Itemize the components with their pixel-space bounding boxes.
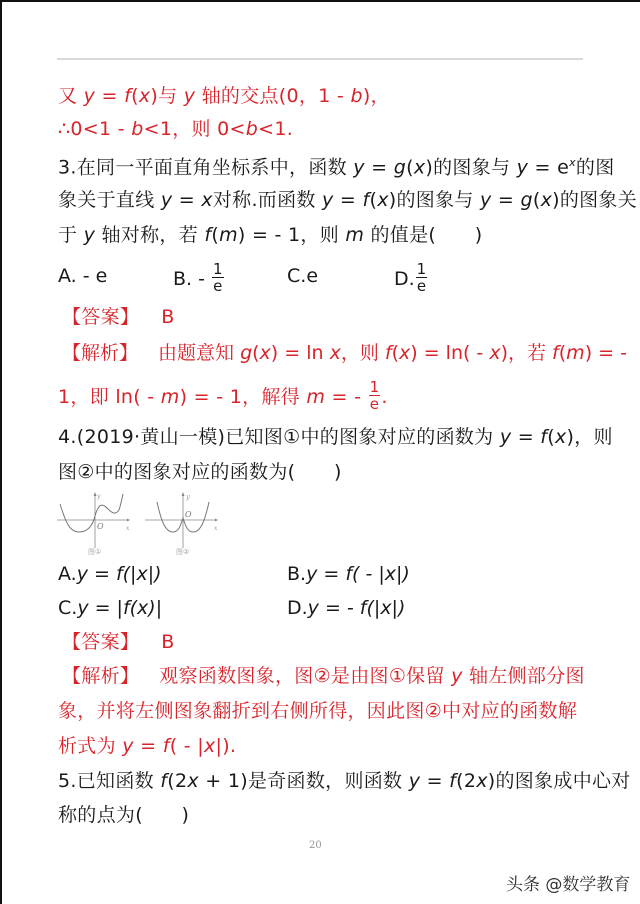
figure-1-graph: [55, 490, 140, 556]
text: ) = - 1，解得: [179, 386, 307, 408]
option-text: - e: [76, 265, 108, 287]
text: 象关于直线: [58, 189, 161, 211]
option-label: C.: [287, 265, 307, 287]
var: m: [306, 386, 326, 408]
var: f: [160, 770, 168, 792]
var: y: [516, 156, 529, 179]
option-text: y = f(|x|): [76, 563, 162, 585]
var: f: [384, 342, 392, 364]
text: (: [211, 224, 220, 246]
text: 轴对称，若: [95, 224, 205, 246]
q4-option-a[interactable]: [58, 561, 162, 587]
text: )的图象与: [425, 156, 517, 179]
text: )，: [362, 85, 390, 107]
text: =: [133, 735, 163, 757]
var: x: [201, 189, 213, 211]
var: y: [160, 189, 173, 211]
svg-text:x: x: [214, 525, 218, 532]
text: =: [420, 770, 450, 792]
var: g: [520, 189, 533, 211]
text: ( - |: [169, 735, 204, 757]
q3-stem-line-1: [58, 150, 615, 180]
analysis-label: 【解析】: [62, 342, 139, 364]
numerator: 1: [416, 260, 427, 278]
denominator: e: [416, 277, 427, 295]
var: x: [413, 156, 426, 179]
q4-analysis-line-3: [58, 733, 236, 759]
text: =: [95, 85, 125, 107]
var: f: [552, 342, 559, 364]
option-label: B.: [173, 268, 193, 290]
text: 由题意知: [158, 342, 241, 364]
frame-border-top: [0, 0, 640, 2]
text: (2: [456, 770, 477, 792]
q4-stem-line-2: [58, 459, 342, 485]
text: )的图象与: [388, 189, 481, 211]
var: y: [499, 426, 512, 448]
text: 轴左侧部分图: [462, 665, 585, 687]
var: y: [322, 189, 334, 211]
svg-text:y: y: [97, 493, 101, 500]
q4-analysis-line-2: [58, 698, 577, 724]
origin-label: O: [97, 522, 104, 531]
var: y: [408, 770, 421, 792]
fraction: [416, 261, 428, 294]
q3-analysis-line-1: [62, 340, 627, 366]
text: )的图象关: [552, 189, 638, 211]
text: ) = - 1，则: [237, 224, 346, 246]
text: 轴的交点(0，1 -: [195, 85, 351, 107]
text: =: [172, 189, 202, 211]
text: ) = -: [584, 342, 627, 364]
option-label: D.: [394, 268, 415, 290]
text: (: [406, 156, 414, 179]
text: )与: [150, 85, 184, 107]
text: =: [491, 189, 521, 211]
text: 的值是( ): [364, 224, 483, 246]
q3-option-b[interactable]: [173, 260, 225, 296]
var: x: [555, 426, 567, 448]
text: (: [369, 189, 378, 211]
option-label: A.: [58, 563, 77, 585]
q4-option-d[interactable]: [287, 595, 405, 621]
q4-stem-line-1: [58, 424, 613, 450]
option-label: D.: [287, 597, 308, 619]
text: = e: [528, 156, 570, 179]
text: (: [131, 85, 139, 107]
q5-stem-line-2: [58, 802, 189, 828]
var: x: [329, 342, 341, 364]
var: m: [219, 224, 238, 246]
var: b: [350, 85, 363, 107]
var: x: [187, 770, 199, 792]
option-text: y = - f(|x|): [307, 597, 406, 619]
answer-label: 【答案】: [62, 306, 140, 328]
var: x: [489, 342, 501, 364]
var: y: [83, 224, 96, 246]
var: y: [451, 665, 463, 687]
var: x: [259, 342, 271, 364]
var: x: [540, 189, 553, 211]
text: (2: [167, 770, 188, 792]
var: f: [540, 426, 548, 448]
text: ，则: [340, 342, 385, 364]
text: )，若: [500, 342, 553, 364]
var: y: [353, 156, 365, 179]
var: f: [204, 224, 212, 246]
numerator: 1: [213, 260, 223, 278]
text: 对称.而函数: [212, 189, 323, 211]
var: g: [393, 156, 407, 179]
fraction: [369, 379, 381, 412]
q3-option-a[interactable]: [58, 263, 107, 289]
svg-text:图①: 图①: [88, 548, 102, 556]
text: 图②中的图象对应的函数为( ): [58, 461, 342, 483]
text: 4.(2019·黄山一模)已知图①中的图象对应的函数为: [58, 426, 500, 448]
text: 观察函数图象，图②是由图①保留: [159, 665, 452, 687]
var: f: [362, 189, 370, 211]
q3-answer: [62, 304, 175, 330]
fraction: [212, 261, 224, 294]
var: f: [162, 735, 170, 757]
q3-option-c[interactable]: [287, 263, 318, 289]
q4-option-c[interactable]: [58, 595, 162, 621]
svg-text:x: x: [126, 525, 130, 532]
denominator: e: [213, 277, 223, 295]
text: 1，即 ln( -: [58, 386, 161, 408]
var: x: [377, 189, 389, 211]
q3-stem-line-2: [58, 187, 637, 213]
text: =: [364, 156, 394, 179]
var: m: [160, 386, 180, 408]
option-text: y = |f(x)|: [77, 597, 163, 619]
q5-stem-line-1: [58, 768, 631, 794]
text: = -: [325, 386, 368, 408]
var: y: [183, 85, 196, 107]
option-text: e: [306, 265, 319, 287]
text: 的图: [575, 156, 615, 179]
var: x: [138, 85, 151, 107]
answer-label: 【答案】: [62, 631, 140, 653]
text: ∴0<1 -: [58, 118, 132, 140]
var: m: [345, 224, 365, 246]
exponent: x: [569, 156, 576, 169]
text: )，则: [566, 426, 613, 448]
figure-2-graph: [143, 490, 228, 556]
var: g: [240, 342, 253, 364]
text: (: [532, 189, 541, 211]
prev-solution-line-1: [58, 83, 390, 109]
q3-option-d[interactable]: [394, 260, 428, 296]
text: =: [333, 189, 363, 211]
q3-stem-line-3: [58, 222, 482, 248]
text: |).: [215, 735, 237, 757]
text: 称的点为( ): [58, 804, 190, 826]
var: x: [399, 342, 411, 364]
answer-value: B: [161, 306, 175, 328]
text: <1.: [258, 118, 294, 140]
text: (: [252, 342, 260, 364]
option-label: C.: [58, 597, 78, 619]
text: (: [547, 426, 555, 448]
var: x: [203, 735, 216, 757]
text: ) = ln: [270, 342, 330, 364]
text: + 1)是奇函数，则函数: [198, 770, 409, 792]
var: x: [476, 770, 488, 792]
text: 5.已知函数: [58, 770, 161, 792]
header-divider: [57, 58, 583, 60]
text: 3.在同一平面直角坐标系中，函数: [58, 156, 354, 179]
text: 又: [58, 85, 84, 107]
text: (: [558, 342, 567, 364]
var: f: [449, 770, 457, 792]
var: y: [122, 735, 134, 757]
text: <1，则 0<: [143, 118, 246, 140]
var: b: [245, 118, 259, 140]
option-text: -: [192, 268, 212, 290]
var: f: [124, 85, 132, 107]
text: 析式为: [58, 735, 123, 757]
q4-analysis-line-1: [62, 663, 585, 689]
q4-option-b[interactable]: [287, 561, 410, 587]
svg-text:O: O: [185, 510, 192, 519]
var: y: [480, 189, 492, 211]
text: 象，并将左侧图象翻折到右侧所得，因此图②中对应的函数解: [58, 700, 578, 722]
var: b: [131, 118, 144, 140]
answer-value: B: [161, 631, 175, 653]
var: m: [566, 342, 585, 364]
option-text: y = f( - |x|): [306, 563, 410, 585]
text: 于: [58, 224, 84, 246]
page-number: 20: [309, 840, 322, 851]
option-label: A.: [58, 265, 77, 287]
denominator: e: [369, 395, 380, 413]
prev-solution-line-2: [58, 116, 293, 142]
numerator: 1: [369, 378, 380, 396]
option-label: B.: [287, 563, 307, 585]
var: y: [83, 85, 96, 107]
q4-answer: [62, 629, 175, 655]
watermark: 头条 @数学教育: [506, 875, 631, 895]
text: .: [381, 386, 388, 408]
svg-text:y: y: [186, 493, 190, 501]
analysis-label: 【解析】: [62, 665, 140, 687]
text: =: [511, 426, 541, 448]
text: ) = ln( -: [410, 342, 490, 364]
svg-text:图②: 图②: [176, 548, 190, 556]
q3-analysis-line-2: [58, 378, 388, 414]
text: )的图象成中心对: [487, 770, 631, 792]
frame-border-left: [0, 0, 2, 904]
text: (: [391, 342, 399, 364]
